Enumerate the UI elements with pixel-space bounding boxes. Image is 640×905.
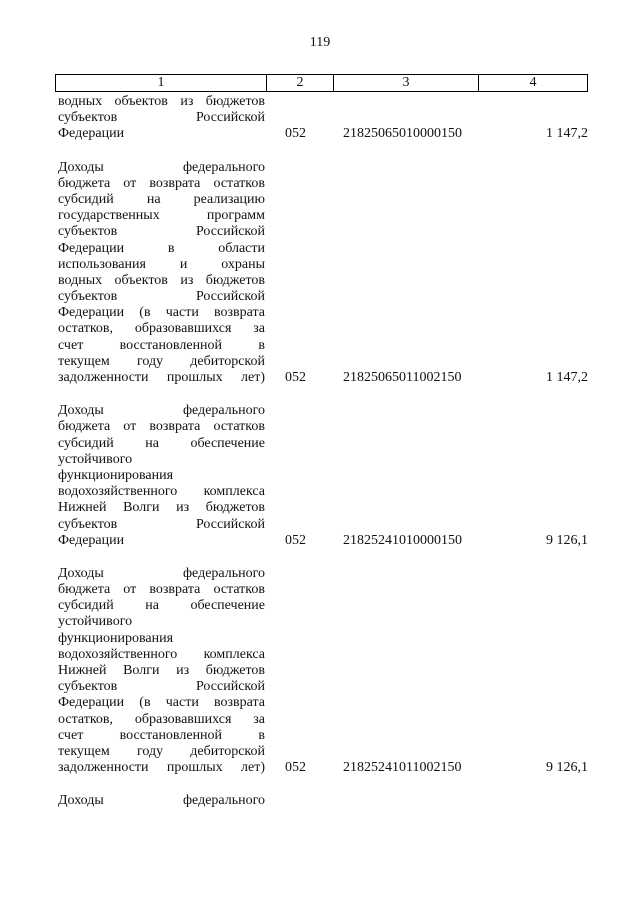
description-line: функционирования — [58, 467, 174, 483]
row-kbk-code: 21825241011002150 — [343, 760, 462, 776]
table-row — [55, 793, 588, 809]
description-line: субъектов Российской — [58, 679, 265, 695]
description-line: устойчивого — [58, 614, 133, 630]
header-col-3: 3 — [333, 75, 478, 91]
row-description — [55, 403, 265, 549]
description-line: субсидий на реализацию — [58, 191, 265, 207]
description-line: водных объектов из бюджетов — [58, 272, 265, 288]
page-number: 119 — [309, 35, 331, 50]
description-line: остатков, образовавшихся за — [58, 711, 265, 727]
table-row — [55, 566, 588, 776]
description-line: Доходы федерального — [58, 159, 265, 175]
row-code: 052 — [285, 369, 306, 385]
description-line: Нижней Волги из бюджетов — [58, 500, 265, 516]
header-col-4: 4 — [478, 75, 587, 91]
description-line: Федерации — [58, 126, 125, 142]
row-code: 052 — [285, 760, 306, 776]
description-line: функционирования — [58, 630, 174, 646]
description-line: субсидий на обеспечение — [58, 598, 265, 614]
description-line: бюджета от возврата остатков — [58, 582, 265, 598]
description-line: Нижней Волги из бюджетов — [58, 663, 265, 678]
row-code: 052 — [285, 126, 306, 142]
row-code: 052 — [285, 532, 306, 548]
description-line: текущем году дебиторской — [58, 743, 265, 759]
table-row — [55, 94, 588, 143]
description-line: Федерации (в части возврата — [58, 695, 265, 711]
description-line: Федерации (в части возврата — [58, 305, 265, 321]
description-line: счет восстановленной в — [58, 727, 265, 743]
table-row — [55, 403, 588, 549]
description-line: государственных программ — [58, 208, 265, 224]
row-kbk-code: 21825241010000150 — [343, 532, 462, 548]
table-header-row — [55, 74, 588, 92]
description-line: Доходы федерального — [58, 565, 265, 581]
description-line: Федерации в области — [58, 240, 265, 256]
row-kbk-code: 21825065010000150 — [343, 126, 462, 142]
description-line: субсидий на обеспечение — [58, 435, 265, 451]
description-line: субъектов Российской — [58, 516, 265, 532]
row-amount: 1 147,2 — [546, 126, 588, 142]
row-description — [55, 793, 265, 809]
description-line: задолженности прошлых лет) — [58, 370, 265, 385]
description-line: Федерации — [58, 532, 125, 548]
description-line: бюджета от возврата остатков — [58, 419, 265, 435]
header-col-1: 1 — [157, 75, 165, 90]
row-kbk-code: 21825065011002150 — [343, 369, 462, 385]
description-line: текущем году дебиторской — [58, 353, 265, 369]
description-line: Доходы федерального — [58, 793, 265, 809]
description-line: использования и охраны — [58, 256, 265, 272]
description-line: водохозяйственного комплекса — [58, 646, 265, 662]
row-description — [55, 566, 265, 776]
table-row — [55, 160, 588, 387]
row-description — [55, 160, 265, 387]
table-body — [55, 94, 588, 827]
description-line: субъектов Российской — [58, 110, 265, 126]
row-amount: 1 147,2 — [546, 369, 588, 385]
description-line: Доходы федерального — [58, 403, 265, 419]
row-amount: 9 126,1 — [546, 760, 588, 776]
description-line: задолженности прошлых лет) — [58, 760, 265, 776]
description-line: остатков, образовавшихся за — [58, 321, 265, 337]
row-description — [55, 94, 265, 143]
header-col-2: 2 — [266, 75, 333, 91]
description-line: счет восстановленной в — [58, 337, 265, 353]
row-amount: 9 126,1 — [546, 532, 588, 548]
description-line: бюджета от возврата остатков — [58, 175, 265, 191]
description-line: устойчивого — [58, 451, 133, 467]
description-line: водных объектов из бюджетов — [58, 94, 265, 109]
description-line: водохозяйственного комплекса — [58, 484, 265, 500]
description-line: субъектов Российской — [58, 289, 265, 305]
description-line: субъектов Российской — [58, 224, 265, 240]
